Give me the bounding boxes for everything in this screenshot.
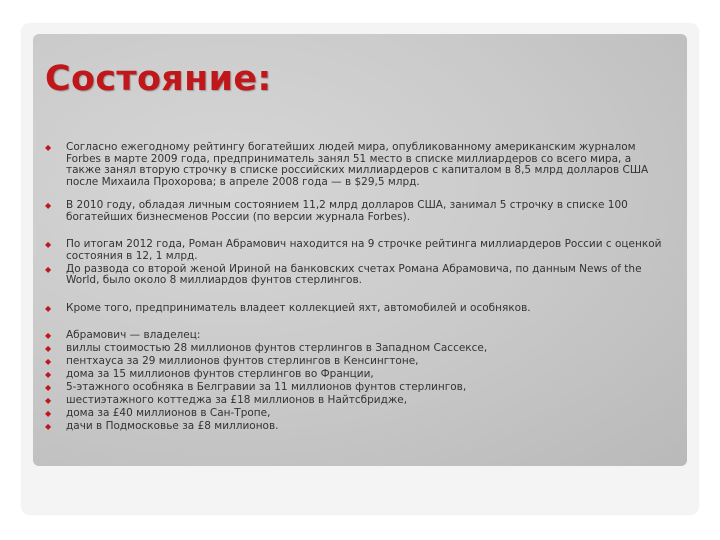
- bullet-item: [33, 343, 687, 355]
- bullet-diamond-icon: ◆: [45, 383, 52, 392]
- bullet-item: [33, 303, 687, 315]
- bullet-text: До развода со второй женой Ириной на банковских счетах Романа Абрамовича, по данным News of the World, было около 8 миллиардов фунтов стерлингов.: [66, 262, 642, 286]
- bullet-text: пентхауса за 29 миллионов фунтов стерлингов в Кенсингтоне,: [66, 355, 419, 367]
- bullet-text: По итогам 2012 года, Роман Абрамович находится на 9 строчке рейтинга миллиардеров России с оценкой состояния в 12, 1 млрд.: [66, 238, 662, 262]
- bullet-item: [33, 369, 687, 381]
- bullet-text: дома за £40 миллионов в Сан-Тропе,: [66, 407, 271, 419]
- bullet-text: Согласно ежегодному рейтингу богатейших людей мира, опубликованному американским журналом Forbes в марте 2009 года, предприниматель занял 51 место в списке миллиардеров со всего мира, а также занял вторую строчку в списке российских миллиардеров с капиталом в 8,5 млрд долларов США после Михаила Прохорова; в апреле 2008 года — в $29,5 млрд.: [66, 141, 649, 188]
- bullet-text: 5-этажного особняка в Белгравии за 11 миллионов фунтов стерлингов,: [66, 381, 467, 393]
- bullet-item: [33, 421, 687, 433]
- bullet-item: [33, 142, 687, 188]
- bullet-item: [33, 239, 687, 262]
- bullet-list: [33, 142, 687, 433]
- bullet-diamond-icon: ◆: [45, 240, 52, 249]
- bullet-diamond-icon: ◆: [45, 331, 52, 340]
- bullet-diamond-icon: ◆: [45, 357, 52, 366]
- bullet-item: [33, 264, 687, 287]
- bullet-text: Кроме того, предприниматель владеет коллекцией яхт, автомобилей и особняков.: [66, 301, 531, 314]
- bullet-text: Абрамович — владелец:: [66, 329, 201, 341]
- bullet-item: [33, 330, 687, 342]
- bullet-diamond-icon: ◆: [45, 264, 52, 274]
- slide-title: Состояние:: [45, 59, 272, 99]
- bullet-diamond-icon: ◆: [45, 344, 52, 353]
- bullet-item: [33, 200, 687, 223]
- bullet-text: виллы стоимостью 28 миллионов фунтов стерлингов в Западном Сассексе,: [66, 342, 488, 354]
- bullet-diamond-icon: ◆: [45, 370, 52, 379]
- bullet-item: [33, 395, 687, 407]
- slide-panel: [33, 34, 687, 466]
- bullet-item: [33, 408, 687, 420]
- bullet-text: В 2010 году, обладая личным состоянием 11,2 млрд долларов США, занимал 5 строчку в списке 100 богатейших бизнесменов России (по версии журнала Forbes).: [66, 199, 628, 223]
- bullet-diamond-icon: ◆: [45, 422, 52, 431]
- bullet-text: шестиэтажного коттеджа за £18 миллионов в Найтсбридже,: [66, 394, 408, 406]
- bullet-text: дома за 15 миллионов фунтов стерлингов во Франции,: [66, 368, 374, 380]
- bullet-diamond-icon: ◆: [45, 396, 52, 405]
- bullet-diamond-icon: ◆: [45, 143, 52, 152]
- bullet-diamond-icon: ◆: [45, 409, 52, 418]
- bullet-diamond-icon: ◆: [45, 303, 52, 313]
- bullet-item: [33, 382, 687, 394]
- bullet-item: [33, 356, 687, 368]
- bullet-diamond-icon: ◆: [45, 201, 52, 210]
- bullet-text: дачи в Подмосковье за £8 миллионов.: [66, 420, 279, 432]
